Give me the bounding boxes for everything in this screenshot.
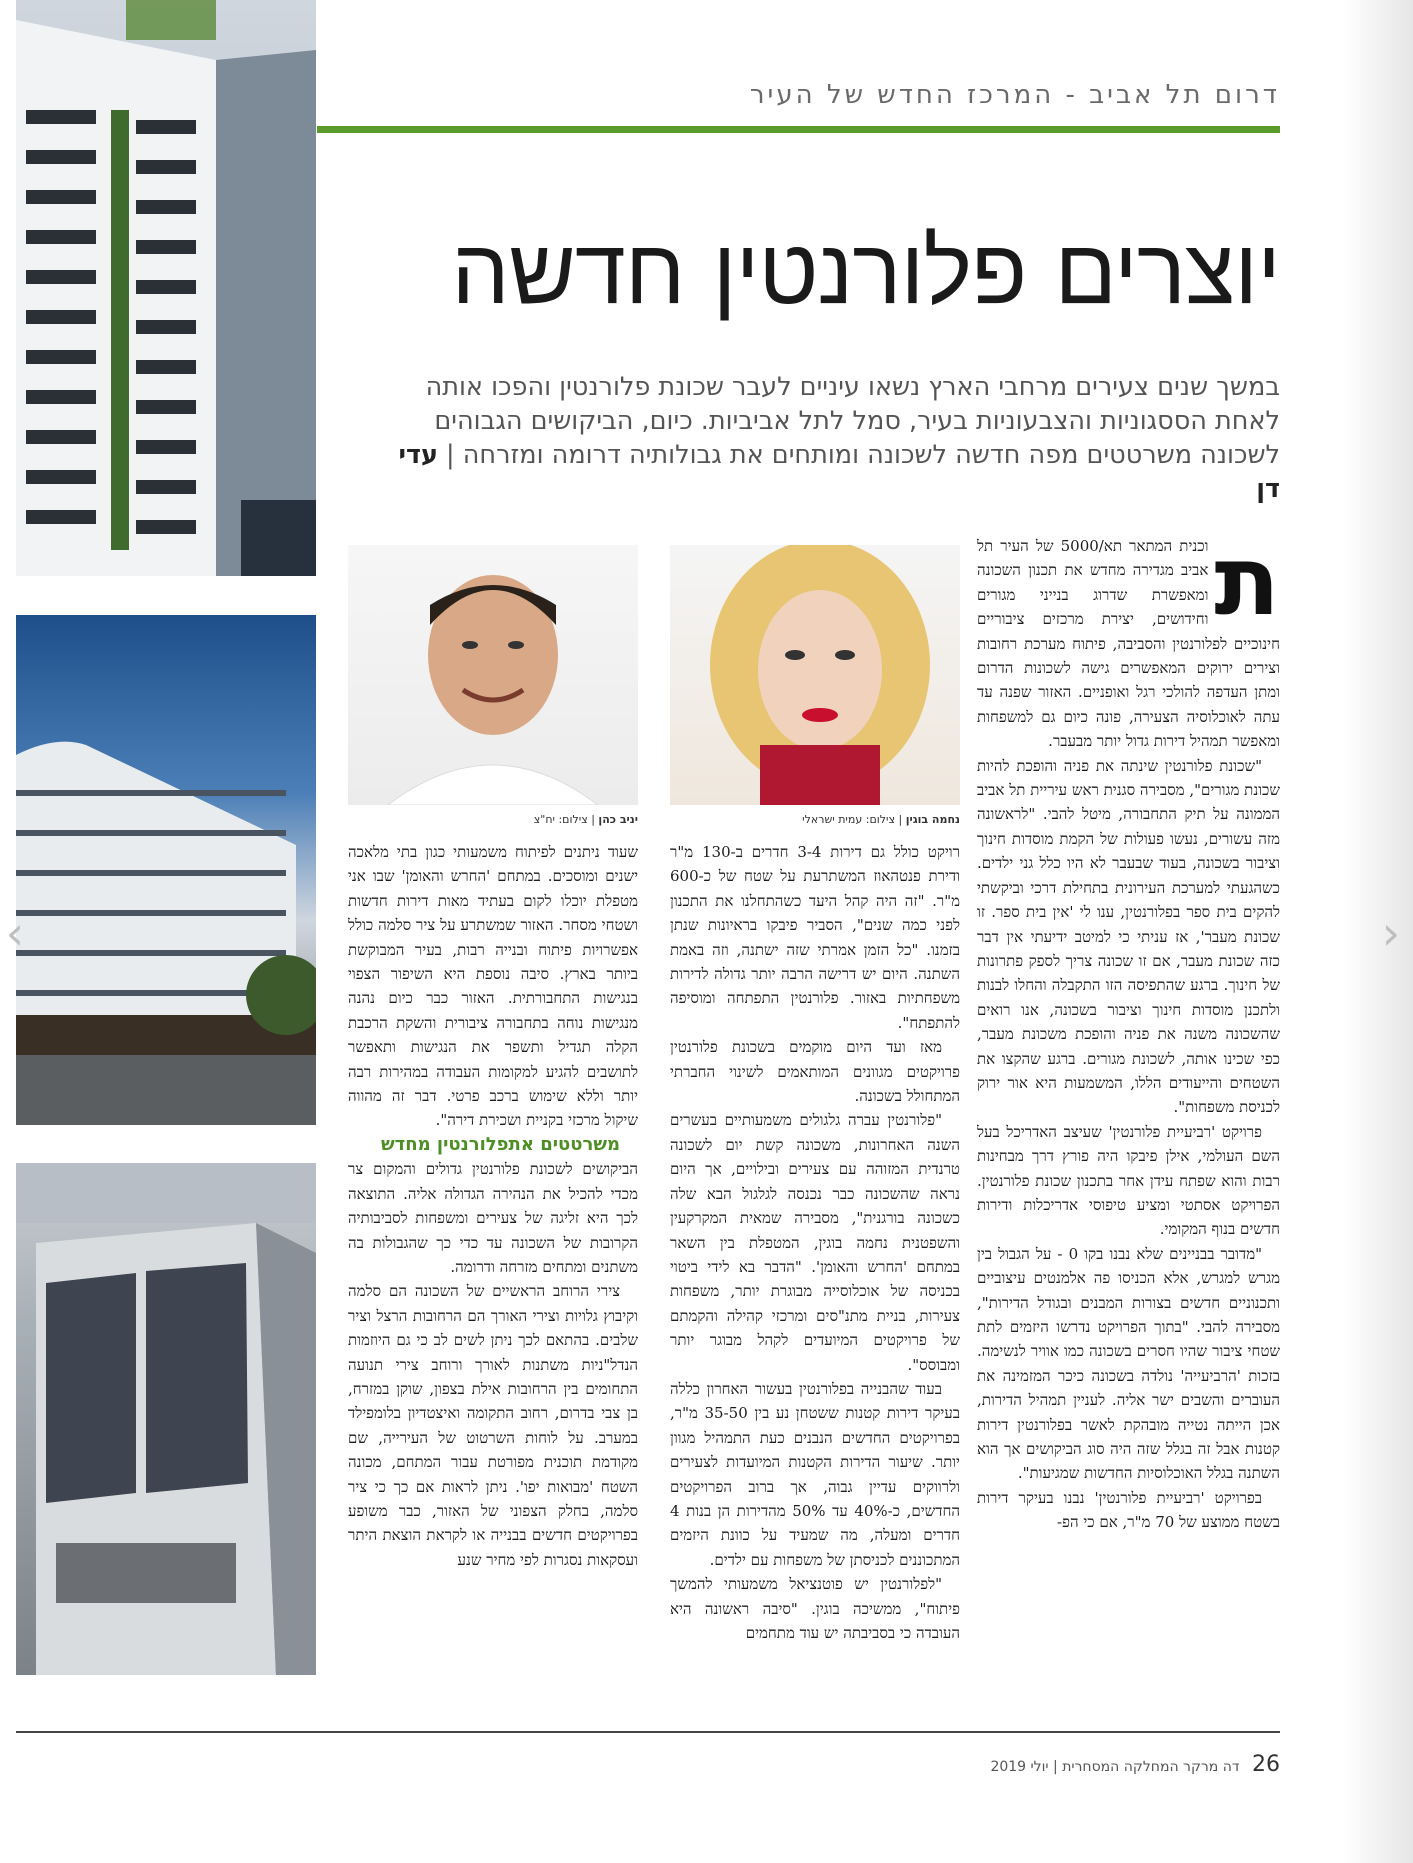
paragraph: "שכונת פלורנטין שינתה את פניה והופכת להיות שכונת מגורים", מסבירה סגנית ראש עיריית תל אביב הממונה על תיק התחבורה, מיטל להבי. "לראשונה מזה עשורים, נעשו פעולות של הקמת מוסדות חינוך וציבור בשכונה, בעוד שבעבר לא היו כלל גני ילדים. כשהגעתי למערכת העירונית בתחילת דרכי וביקשתי להקים בית ספר בפלורנטין, ענו לי 'אין בית ספר. זו שכונת מעבר', אז עניתי כי למיטב ידיעתי אין דבר כזה שכונת מעבר, אם זו שכונה צריך לספק פתרונות של חינוך. ברגע שהתפיסה הזו התקבלה והחלו לבנות ולתכנן מוסדות חינוך וציבור בשכונה, אנו רואים שהשכונה משנה את פניה והופכת משכונת מעבר, כפי שכינו אותה, לשכונת מגורים. ברגע שהקצו את השטחים והייעודים הללו, המשמעות היא אור ירוק לכניסת משפחות". bbox=[977, 756, 1280, 1117]
paragraph: וכנית המתאר תא/5000 של העיר תל אביב מגדירה מחדש את תכנון השכונה ומאפשרת שדרוג בנייני מגורים וחידושים, יצירת מרכזים ציבוריים חינוכיים לפלורנטין והסביבה, פיתוח מערכת רחובות וצירים ירוקים המאפשרים גישה לשכונות הדרום ומתן העדפה להולכי רגל ואופניים. האזור שפנה עד עתה לאוכלוסיה הצעירה, פונה כיום גם למשפחות ומאפשר תמהיל דירות גדול יותר מבעבר. bbox=[977, 537, 1280, 751]
caption-separator: | bbox=[587, 813, 595, 826]
header-divider bbox=[317, 126, 1280, 133]
paragraph: "מדובר בבניינים שלא נבנו בקו 0 - על הגבול בין מגרש למגרש, אלא הכניסו פה אלמנטים עיצוביים ותכנוניים חדשים בצורות המבנים ובגודל הדירות", מסבירה להבי. "בתוך הפרויקט נדרשו היזמים לתת שטחי ציבור שהיו חסרים בשכונה כמו אוויר לנשימה. בזכות 'הרביעייה' נולדה בשכונה כיכר המזמינה את העוברים והשבים ישר אליה. לעניין תמהיל הדירות, אכן הייתה נטייה מובהקת לאשר בפלורנטין דירות קטנות אבל זה בגלל שזה היה סוג הביקושים אך הוא השתנה בגלל האוכלוסיות החדשות שמגיעות". bbox=[977, 1244, 1280, 1483]
caption-name: יניב כהן bbox=[598, 813, 638, 826]
dropcap: ת bbox=[1214, 525, 1280, 637]
building-render-photo-middle bbox=[16, 615, 316, 1125]
tower-illustration bbox=[16, 0, 316, 576]
footer-divider bbox=[16, 1731, 1280, 1733]
article-author: עדי דן bbox=[398, 440, 1280, 504]
chevron-right-icon[interactable]: › bbox=[1381, 906, 1401, 960]
building-render-photo-top bbox=[16, 0, 316, 576]
portrait-photo-man bbox=[348, 545, 638, 805]
portrait-photo-woman bbox=[670, 545, 960, 805]
portrait-caption bbox=[348, 813, 638, 826]
caption-credit: צילום: יח"צ bbox=[533, 813, 588, 826]
page-number: 26 bbox=[1252, 1752, 1280, 1777]
paragraph: בפרויקט 'רביעיית פלורנטין' נבנו בעיקר דירות בשטח ממוצע של 70 מ"ר, אם כי הפ- bbox=[977, 1488, 1280, 1532]
caption-name: נחמה בוגין bbox=[905, 813, 960, 826]
issue-date: יולי 2019 bbox=[990, 1759, 1049, 1775]
footer-separator: | bbox=[1048, 1759, 1058, 1775]
caption-credit: צילום: עמית ישראלי bbox=[802, 813, 895, 826]
paragraph: שעוד ניתנים לפיתוח משמעותי כגון בתי מלאכה ישנים ומוסכים. במתחם 'החרש והאומן' שבו אני מטפלת יוכלו לקום בעתיד מאות דירות חדשות ושטחי מסחר. האזור שמשתרע על ציר סלמה כולל אפשרויות פיתוח ובנייה רבות, בעיר המבוקשת ביותר בארץ. סיבה נוספת היא השיפור הצפוי בנגישות התחבורתית. האזור כבר כיום נהנה מנגישות נוחה בתחבורה ציבורית והשקת הרכבת הקלה תגדיל ותשפר את הנגישות ותאפשר לתושבים להגיע למקומות העבודה במהירות רבה יותר וללא שימוש ברכב פרטי. דבר זה מהווה שיקול מרכזי בקניית ושכירת דירה". bbox=[348, 843, 638, 1130]
article-column-3 bbox=[348, 840, 638, 1572]
article-lede bbox=[380, 370, 1280, 506]
paragraph: "לפלורנטין יש פוטנציאל משמעותי להמשך פיתוח", ממשיכה בוגין. "סיבה ראשונה היא העובדה כי בסביבתה יש עוד מתחמים bbox=[670, 1575, 960, 1642]
lede-text: במשך שנים צעירים מרחבי הארץ נשאו עיניים לעבר שכונת פלורנטין והפכו אותה לאחת הססגוניות והצבעוניות בעיר, סמל לתל אביביות. כיום, הביקושים הגבוהים לשכונה משרטטים מפה חדשה לשכונה ומותחים את גבולותיה דרומה ומזרחה bbox=[425, 372, 1280, 470]
publication-name: דה מרקר המחלקה המסחרית bbox=[1062, 1759, 1240, 1775]
byline-separator: | bbox=[437, 440, 455, 470]
chevron-left-icon[interactable]: ‹ bbox=[5, 906, 25, 960]
portrait-caption bbox=[670, 813, 960, 826]
paragraph: רויקט כולל גם דירות 3-4 חדרים ב-130 מ"ר ודירת פנטהאוז המשתרעת על שטח של כ-600 מ"ר. "זה היה קהל היעד כשהתחלנו את התכנון לפני כמה שנים", הסביר פיבקו בראיונות שנתן בזמנו. "כל הזמן אמרתי שזה ישתנה, וזה באמת השתנה. היום יש דרישה הרבה יותר גדולה לדירות משפחתיות באזור. פלורנטין התפתחה ומוסיפה להתפתח". bbox=[670, 843, 960, 1032]
building-render-photo-bottom bbox=[16, 1163, 316, 1675]
paragraph: הביקושים לשכונת פלורנטין גדולים והמקום צר מכדי להכיל את הנהירה הגדולה אליה. התוצאה לכך היא זליגה של צעירים ומשפחות לסביבותיה הקרובות של השכונה עד כדי כך שהגבולות בה משתנים ומתחים מזרחה ודרומה. bbox=[348, 1160, 638, 1276]
paragraph: צירי הרוחב הראשיים של השכונה הם סלמה וקיבוץ גלויות וצירי האורך הם הרחובות הרצל וציר שלבים. בהתאם לכך ניתן לשים לב כי גם היוזמות הנדל"ניות משתנות לאורך ורוחב צירי תנועה התחומים בין הרחובות אילת בצפון, שוקן במזרח, בן צבי בדרום, רחוב התקומה ואיצטדיון בלומפילד במערב. על לוחות השרטוט של העירייה, שם מקודמת תוכנית מפורטת עבור המתחם, מכונה השטח 'מבואות יפו'. ניתן לראות אם כך כי ציר סלמה, בחלק הצפוני של האזור, כבר משופע בפרויקטים חדשים בבנייה או לקראת הוצאת היתר ועסקאות נסגרות לפי מחיר שנע bbox=[348, 1282, 638, 1569]
rooftop-building-illustration bbox=[16, 1163, 316, 1675]
paragraph: "פלורנטין עברה גלגולים משמעותיים בעשרים השנה האחרונות, משכונה קשת יום לשכונה טרנדית המזוהה עם צעירים ובילויים, אך היום נראה שהשכונה כבר נכנסה לגלגול הבא שלה כשכונה בורגנית", מסבירה שמאית המקרקעין והשפטנית נחמה בוגין, המטפלת בין השאר במתחם 'החרש והאומן'. "הדבר בא לידי ביטוי בכניסה של אוכלוסייה מבוגרת יותר, משפחות צעירות, בניית מתנ"סים ומרכזי קהילה והקמתם של פרויקטים המיועדים לקהל מבוגר יותר ומבוסס". bbox=[670, 1111, 960, 1374]
article-column-1 bbox=[977, 525, 1280, 1535]
article-title: יוצרים פלורנטין חדשה bbox=[451, 218, 1280, 325]
portrait-man-illustration bbox=[348, 545, 638, 805]
section-subheading: משרטטים אתפלורנטין מחדש bbox=[381, 1133, 620, 1155]
paragraph: פרויקט 'רביעיית פלורנטין' שעיצב האדריכל בעל השם העולמי, אילן פיבקו היה פורץ דרך מבחינות רבות והוא שפתח עידן אחר בתכנון שכונת פלורנטין. הפרויקט אסתטי ומציע טיפוסי אדריכלות ודירות חדשים בנוף המקומי. bbox=[977, 1122, 1280, 1239]
article-column-2 bbox=[670, 840, 960, 1645]
section-header: דרום תל אביב - המרכז החדש של העיר bbox=[749, 80, 1280, 110]
paragraph: בעוד שהבנייה בפלורנטין בעשור האחרון כללה בעיקר דירות קטנות ששטחן נע בין 35-50 מ"ר, בפרויקטים החדשים הנבנים כעת התמהיל מגוון יותר. שיעור הדירות הקטנות המיועדות לצעירים ולרווקים עדיין גבוה, אך ברוב הפרויקטים החדשים, כ-40% עד 50% מהדירות הן בנות 4 חדרים ומעלה, מה שמעיד על כוונת היזמים המתכוננים לכניסתן של משפחות עם ילדים. bbox=[670, 1379, 960, 1569]
portrait-woman-illustration bbox=[670, 545, 960, 805]
caption-separator: | bbox=[894, 813, 903, 826]
curved-building-illustration bbox=[16, 615, 316, 1125]
page-footer bbox=[990, 1752, 1280, 1777]
paragraph: מאז ועד היום מוקמים בשכונת פלורנטין פרויקטים מגוונים המותאמים לשינוי החברתי המתחולל בשכונה. bbox=[670, 1038, 960, 1106]
